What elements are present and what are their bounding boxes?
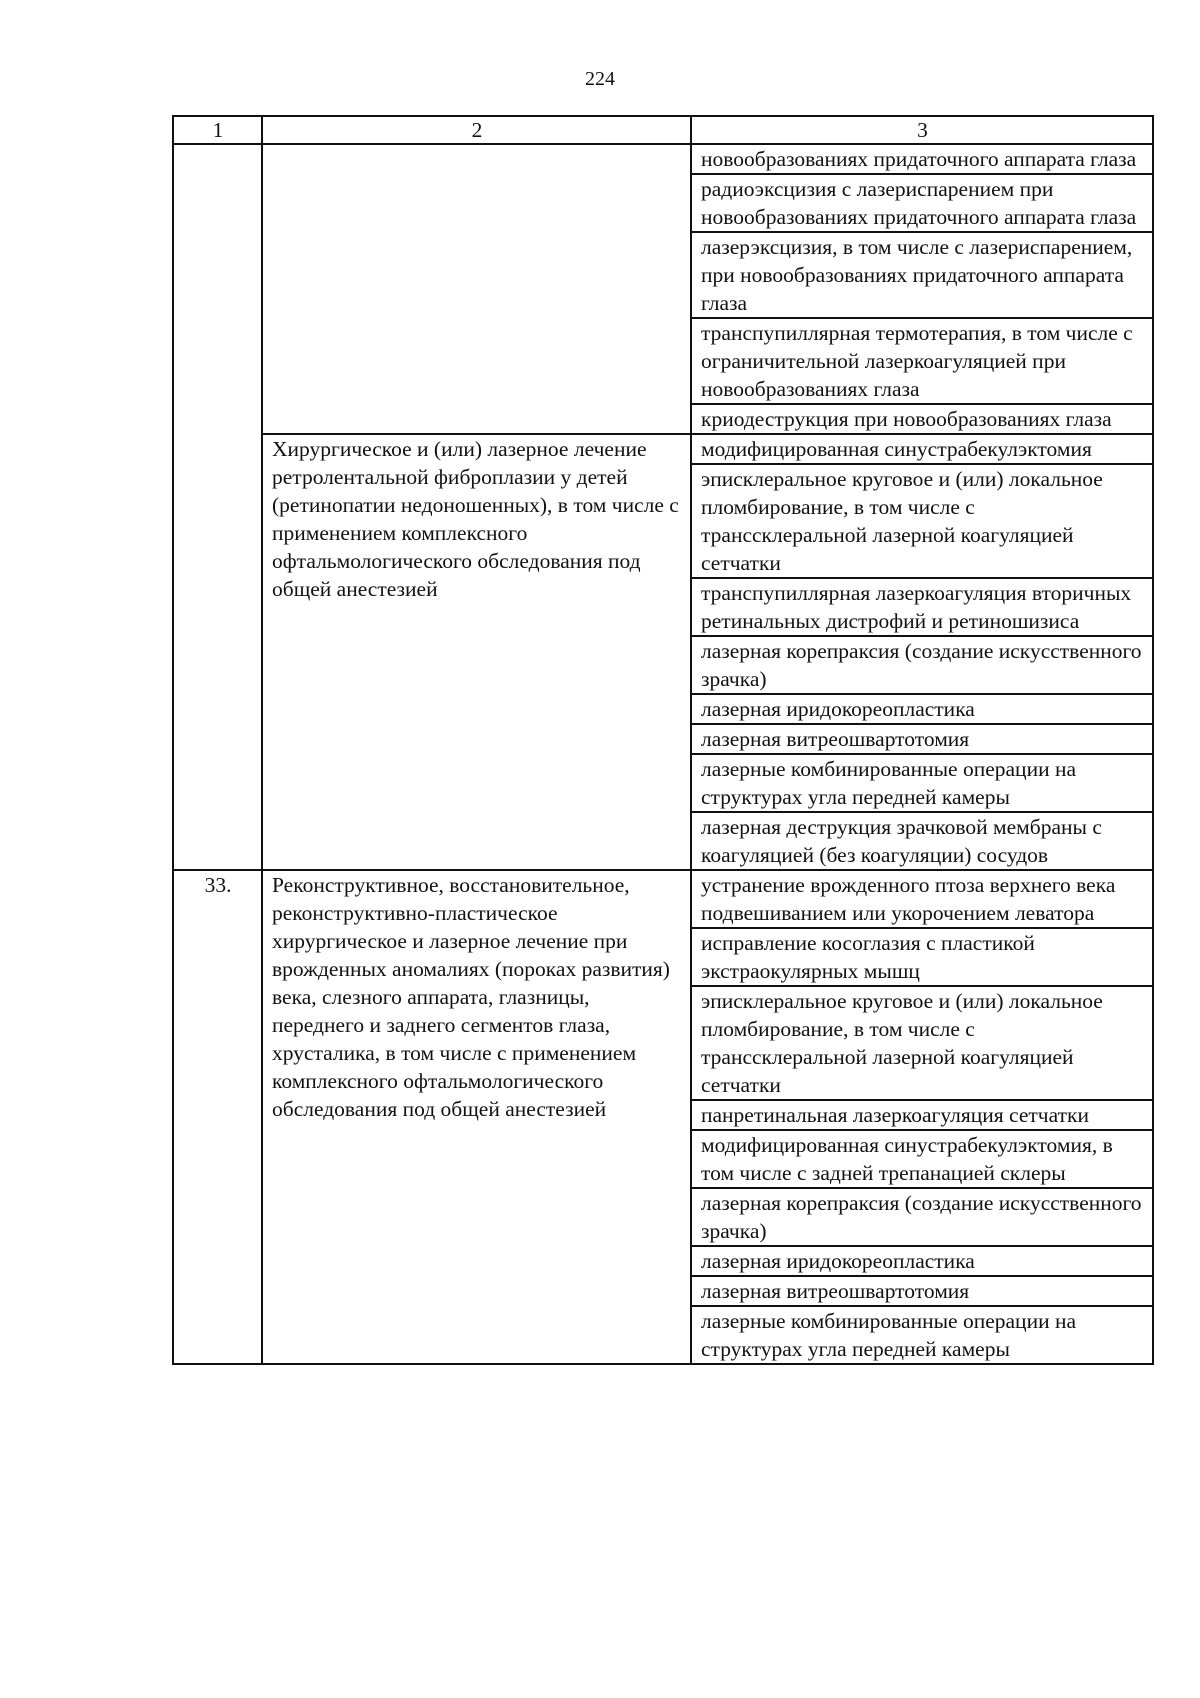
table-row — [173, 144, 1153, 174]
description-cell: Хирургическое и (или) лазерное лечение ретролентальной фиброплазии у детей (ретинопатии недоношенных), в том числе с применением комплексного офтальмологического обследования под общей анестезией — [262, 434, 691, 870]
method-cell: лазерные комбинированные операции на структурах угла передней камеры — [691, 1306, 1153, 1364]
method-cell: лазерная витреошвартотомия — [691, 724, 1153, 754]
method-cell: транспупиллярная термотерапия, в том числе с ограничительной лазеркоагуляцией при новообразованиях глаза — [691, 318, 1153, 404]
method-cell: модифицированная синустрабекулэктомия — [691, 434, 1153, 464]
method-cell: лазерная деструкция зрачковой мембраны с коагуляцией (без коагуляции) сосудов — [691, 812, 1153, 870]
method-cell: модифицированная синустрабекулэктомия, в том числе с задней трепанацией склеры — [691, 1130, 1153, 1188]
method-cell: эписклеральное круговое и (или) локальное пломбирование, в том числе с транссклеральной лазерной коагуляцией сетчатки — [691, 986, 1153, 1100]
method-cell: лазерная иридокореопластика — [691, 1246, 1153, 1276]
header-row — [173, 116, 1153, 144]
method-cell: криодеструкция при новообразованиях глаза — [691, 404, 1153, 434]
table-row — [173, 870, 1153, 928]
column-header-1: 1 — [173, 116, 262, 144]
column-header-2: 2 — [262, 116, 691, 144]
row-number-cell: 33. — [173, 870, 262, 1364]
column-header-3: 3 — [691, 116, 1153, 144]
description-cell: Реконструктивное, восстановительное, реконструктивно-пластическое хирургическое и лазерное лечение при врожденных аномалиях (пороках развития) века, слезного аппарата, глазницы, переднего и заднего сегментов глаза, хрусталика, в том числе с применением комплексного офтальмологического обследования под общей анестезией — [262, 870, 691, 1364]
method-cell: лазерная иридокореопластика — [691, 694, 1153, 724]
page-number: 224 — [585, 68, 615, 90]
method-cell: исправление косоглазия с пластикой экстраокулярных мышц — [691, 928, 1153, 986]
method-cell: лазерэксцизия, в том числе с лазериспарением, при новообразованиях придаточного аппарата глаза — [691, 232, 1153, 318]
table-row — [173, 434, 1153, 464]
method-cell: лазерные комбинированные операции на структурах угла передней камеры — [691, 754, 1153, 812]
method-cell: панретинальная лазеркоагуляция сетчатки — [691, 1100, 1153, 1130]
method-cell: лазерная витреошвартотомия — [691, 1276, 1153, 1306]
method-cell: новообразованиях придаточного аппарата глаза — [691, 144, 1153, 174]
method-cell: лазерная корепраксия (создание искусственного зрачка) — [691, 1188, 1153, 1246]
row-number-cell — [173, 144, 262, 870]
description-cell — [262, 144, 691, 434]
procedures-table — [172, 115, 1154, 1365]
method-cell: устранение врожденного птоза верхнего века подвешиванием или укорочением леватора — [691, 870, 1153, 928]
method-cell: эписклеральное круговое и (или) локальное пломбирование, в том числе с транссклеральной лазерной коагуляцией сетчатки — [691, 464, 1153, 578]
method-cell: транспупиллярная лазеркоагуляция вторичных ретинальных дистрофий и ретиношизиса — [691, 578, 1153, 636]
method-cell: радиоэксцизия с лазериспарением при новообразованиях придаточного аппарата глаза — [691, 174, 1153, 232]
method-cell: лазерная корепраксия (создание искусственного зрачка) — [691, 636, 1153, 694]
